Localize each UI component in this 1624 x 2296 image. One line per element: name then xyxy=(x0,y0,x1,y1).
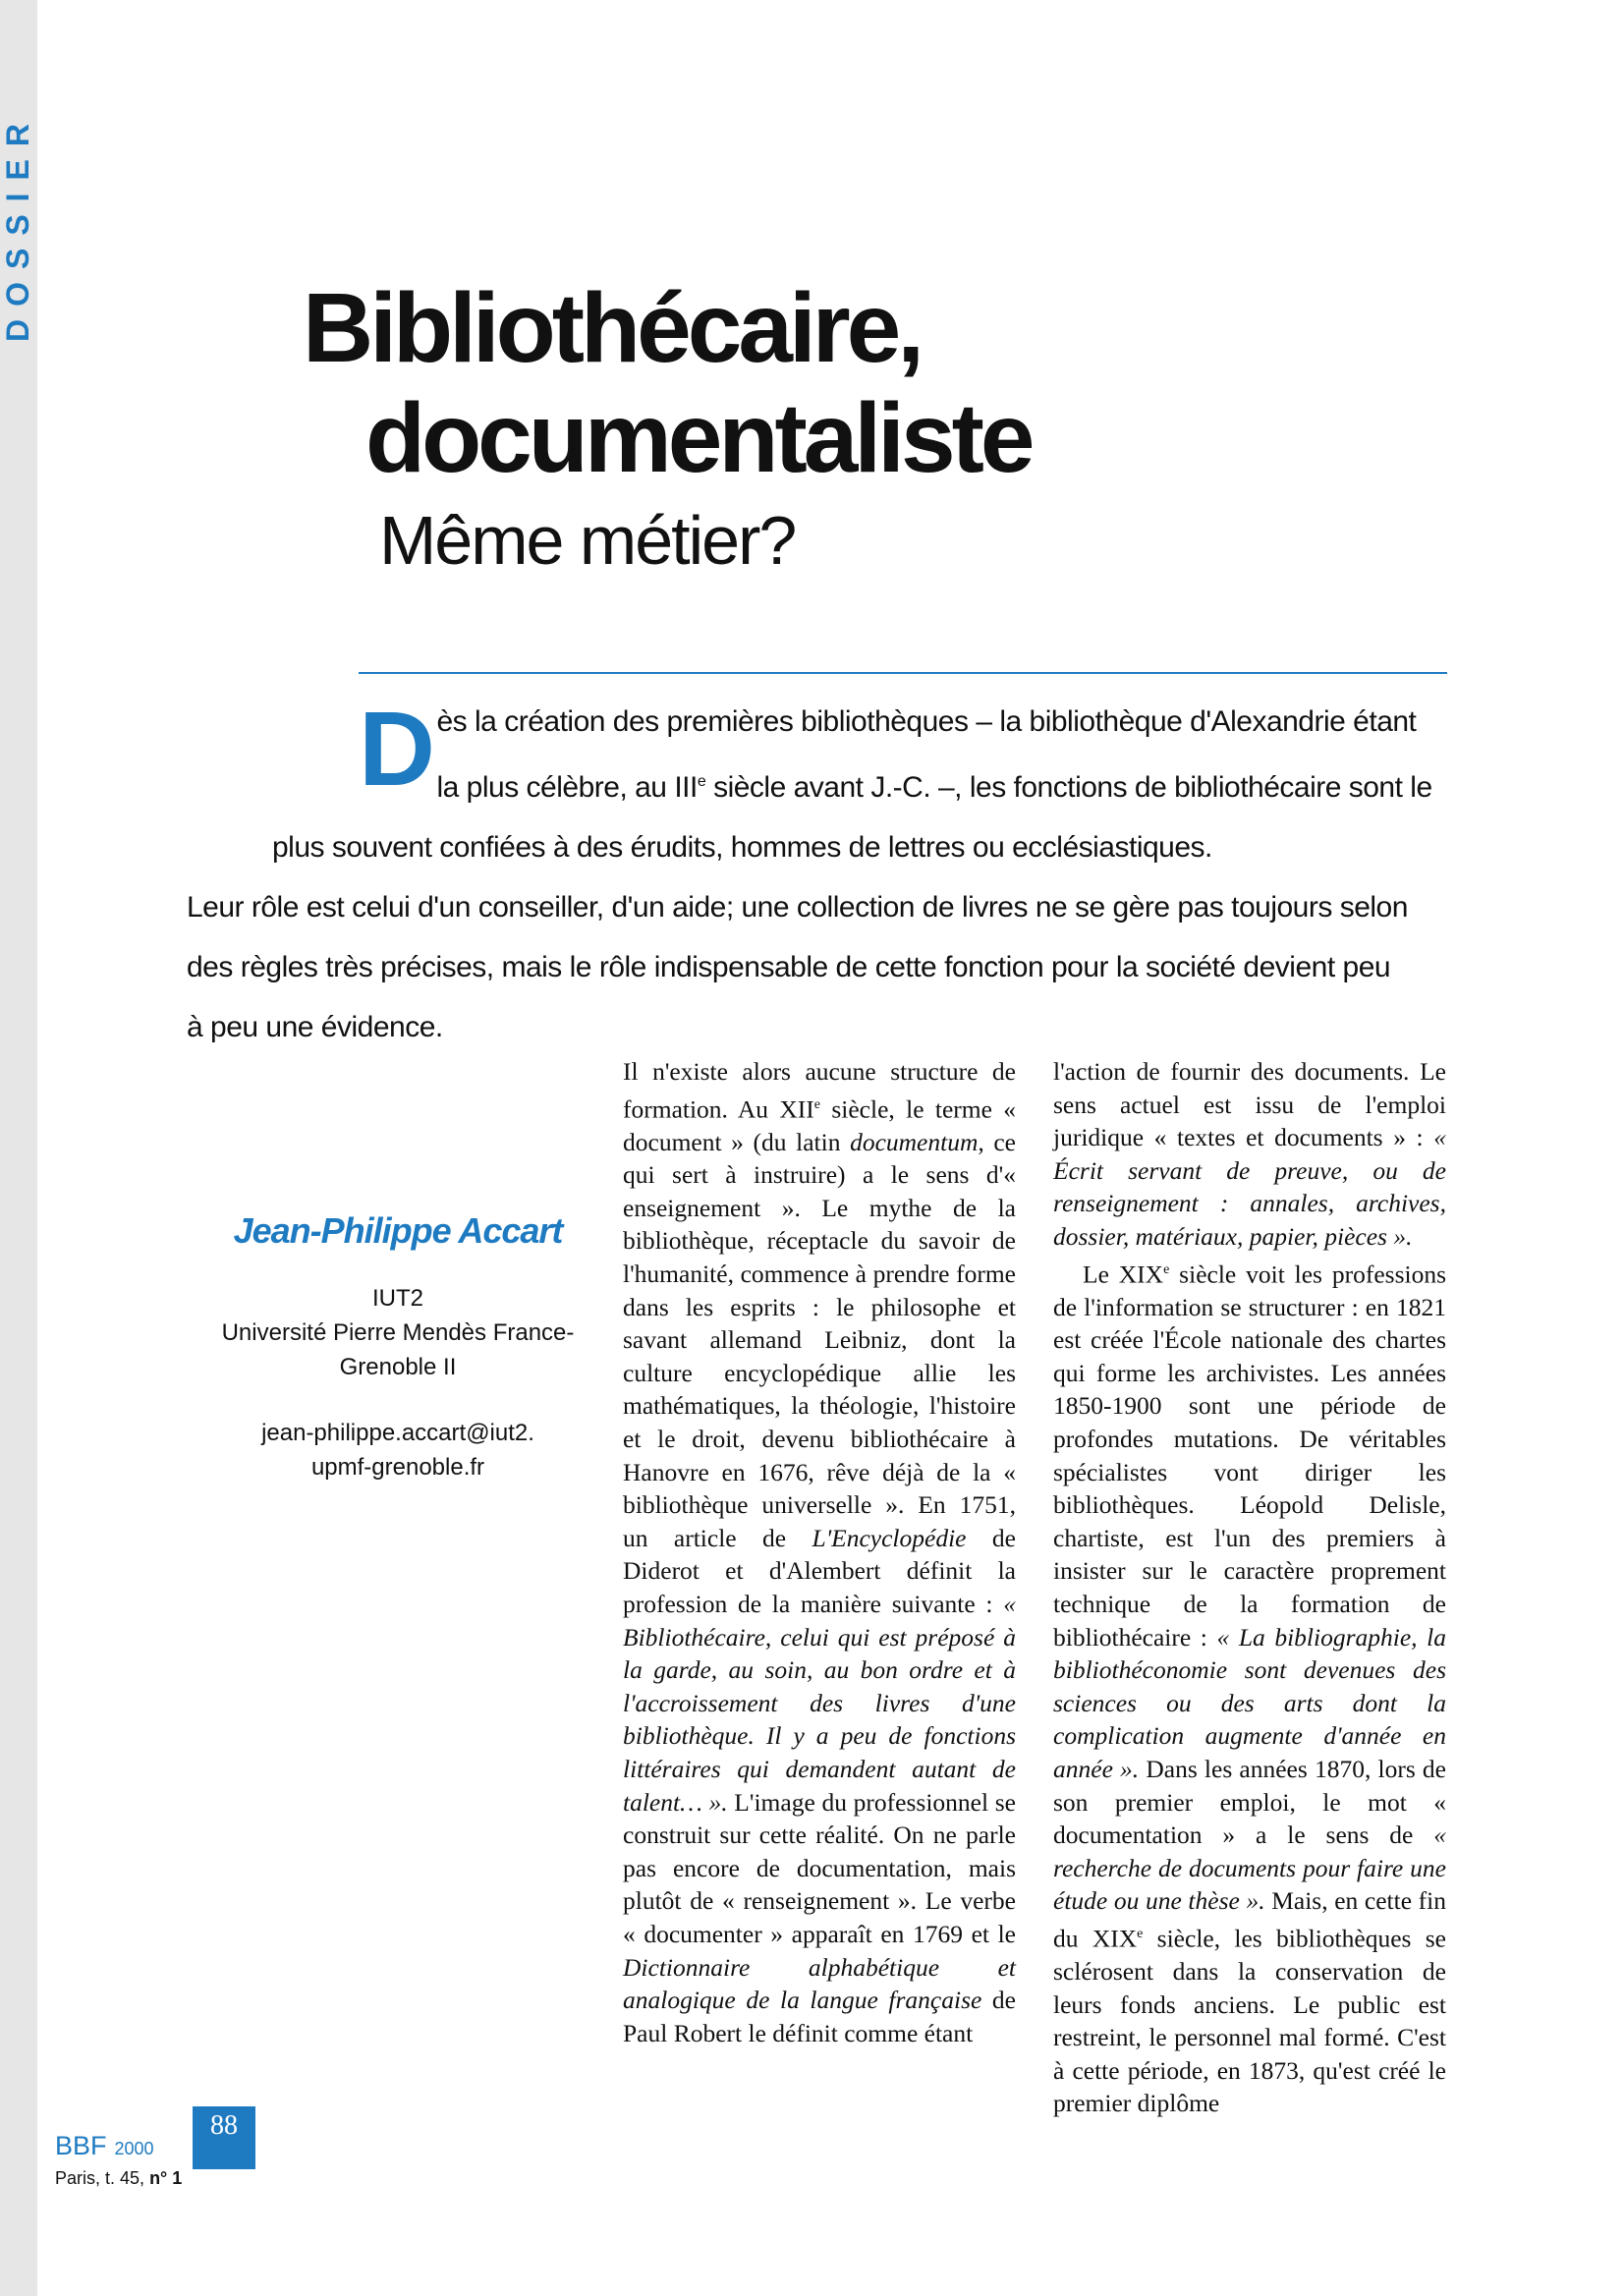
lead-line: la plus célèbre, au IIIe siècle avant J.-C. –, les fonctions de bibliothécaire sont le xyxy=(436,771,1432,804)
footer-reference xyxy=(55,2168,182,2189)
section-label: DOSSIER xyxy=(0,110,36,342)
lead-line: des règles très précises, mais le rôle indispensable de cette fonction pour la société devient peu xyxy=(187,951,1391,983)
body-column-2 xyxy=(1053,1055,1446,2120)
page-number: 88 xyxy=(193,2106,255,2169)
title-divider xyxy=(359,672,1447,674)
lead-line: Leur rôle est celui d'un conseiller, d'un aide; une collection de livres ne se gère pas toujours selon xyxy=(187,891,1408,924)
margin-strip xyxy=(0,0,37,2296)
lead-line: plus souvent confiées à des érudits, hommes de lettres ou ecclésiastiques. xyxy=(272,831,1212,864)
section-label-container xyxy=(0,108,37,344)
lead-line: à peu une évidence. xyxy=(187,1011,443,1043)
article-title xyxy=(303,273,1032,493)
title-line-2: documentaliste xyxy=(365,383,1032,493)
author-block xyxy=(201,1210,594,1484)
body-paragraph: Le XIXe siècle voit les professions de l'information se structurer : en 1821 est créée l'École nationale des chartes qui forme les archivistes. Les années 1850-1900 sont une période de profondes mutations. De véritables spécialistes vont diriger les bibliothèques. Léopold Delisle, chartiste, est l'un des premiers à insister sur le caractère proprement technique de la formation de bibliothécaire : « La bibliographie, la bibliothéconomie sont devenues des sciences ou des arts dont la complication augmente d'année en année ». Dans les années 1870, lors de son premier emploi, le mot « documentation » a le sens de « recherche de documents pour faire une étude ou une thèse ». Mais, en cette fin du XIXe siècle, les bibliothèques se sclérosent dans la conservation de leurs fonds anciens. Le public est restreint, le personnel mal formé. C'est à cette période, en 1873, qu'est créé le premier diplôme xyxy=(1053,1260,1447,2118)
author-email[interactable] xyxy=(201,1416,594,1484)
body-paragraph: Il n'existe alors aucune structure de formation. Au XIIe siècle, le terme « document » (du latin documentum, ce qui sert à instruire) a le sens d'« enseignement ». Le mythe de la bibliothèque, réceptacle du savoir de l'humanité, commence à prendre forme dans les esprits : le philosophe et savant allemand Leibniz, dont la culture encyclopédique allie les mathématiques, la théologie, l'histoire et le droit, devenu bibliothécaire à Hanovre en 1676, rêve déjà de la « bibliothèque universelle ». En 1751, un article de L'Encyclopédie de Diderot et d'Alembert définit la profession de la manière suivante : « Bibliothécaire, celui qui est préposé à la garde, au soin, au bon ordre et à l'accroissement des livres d'une bibliothèque. Il y a peu de fonctions littéraires qui demandent autant de talent… ». L'image du professionnel se construit sur cette réalité. On ne parle pas encore de documentation, mais plutôt de « renseignement ». Le verbe « documenter » apparaît en 1769 et le Dictionnaire alphabétique et analogique de la langue française de Paul Robert le définit comme étant xyxy=(623,1057,1016,2047)
journal-name: BBF xyxy=(55,2131,107,2160)
reference-issue: n° 1 xyxy=(149,2168,183,2188)
reference-prefix: Paris, t. 45, xyxy=(55,2168,145,2188)
author-affiliation xyxy=(201,1281,594,1384)
email-line[interactable]: jean-philippe.accart@iut2. xyxy=(261,1420,534,1446)
affiliation-line: Université Pierre Mendès France- xyxy=(221,1319,575,1346)
affiliation-line: Grenoble II xyxy=(339,1354,457,1380)
footer-journal xyxy=(55,2131,154,2161)
lead-line: ès la création des premières bibliothèques – la bibliothèque d'Alexandrie étant xyxy=(436,705,1417,738)
article-subtitle: Même métier? xyxy=(379,502,796,579)
affiliation-line: IUT2 xyxy=(371,1285,423,1312)
email-line[interactable]: upmf-grenoble.fr xyxy=(310,1454,485,1481)
body-column-1 xyxy=(623,1055,1016,2049)
journal-year: 2000 xyxy=(114,2139,154,2158)
author-name: Jean-Philippe Accart xyxy=(233,1210,563,1251)
drop-cap: D xyxy=(359,689,435,808)
title-line-1: Bibliothécaire, xyxy=(303,273,922,383)
body-paragraph: l'action de fournir des documents. Le sens actuel est issu de l'emploi juridique « textes et documents » : « Écrit servant de preuve, ou de renseignement : annales, archives, dossier, matériaux, papier, pièces ». xyxy=(1053,1057,1446,1251)
lead-paragraph xyxy=(187,689,1454,1057)
